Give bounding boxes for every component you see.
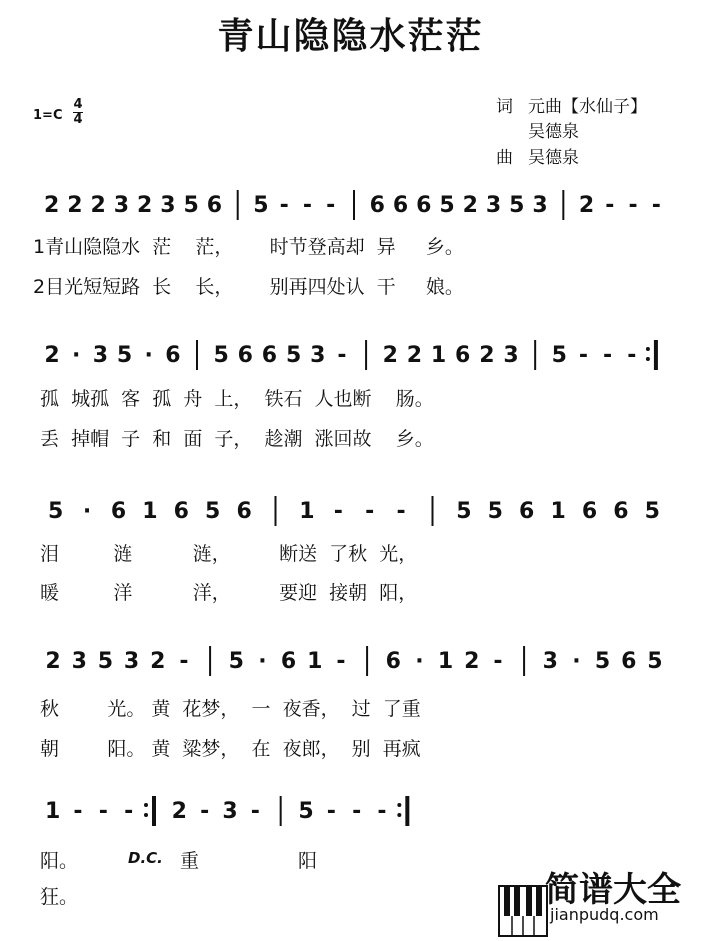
note: 2 <box>406 343 423 368</box>
note: 2 <box>171 799 187 824</box>
note-dash: - <box>628 193 638 218</box>
lyricist-name: 元曲【水仙子】 <box>528 97 647 117</box>
row4-lyrics1: 秋 光。 黄 花梦， 一 夜香， 过 了重 <box>40 698 421 720</box>
note-dash: - <box>603 343 613 368</box>
dc-lyric-2: 阳 <box>298 850 318 872</box>
lyricist-label: 词 <box>496 97 513 117</box>
note: 6 <box>455 343 471 368</box>
repeat-dot <box>397 813 401 817</box>
note-dash: - <box>302 193 313 218</box>
note: 5 <box>487 499 503 524</box>
note: 5 <box>456 499 472 524</box>
note: 6 <box>581 499 598 524</box>
lyricist-name-2: 吴德泉 <box>528 122 579 142</box>
time-sig-top: 4 <box>73 97 83 112</box>
note: 2 <box>150 649 166 674</box>
note: 6 <box>519 499 535 524</box>
augmentation-dot: · <box>144 343 153 368</box>
repeat-dot <box>397 803 401 807</box>
note: 5 <box>48 499 64 524</box>
note: 5 <box>116 343 133 368</box>
note: 1 <box>142 499 158 524</box>
note: 2 <box>578 193 595 218</box>
note: 3 <box>310 343 326 368</box>
logo-name: 简谱大全 <box>545 870 681 910</box>
note: 2 <box>45 649 61 674</box>
note: 3 <box>222 799 238 824</box>
note: 5 <box>594 649 611 674</box>
note-dash: - <box>578 343 589 368</box>
note-dash: - <box>337 343 347 368</box>
repeat-dot <box>144 813 148 817</box>
note: 1 <box>299 499 315 524</box>
row2-lyrics1: 孤 城孤 客 孤 舟 上， 铁石 人也断 肠。 <box>40 388 434 410</box>
note-dash: - <box>493 649 503 674</box>
note: 5 <box>285 343 302 368</box>
row5-lyrics1: 阳。 <box>40 850 79 872</box>
note-dash: - <box>326 799 336 824</box>
time-sig-bottom: 4 <box>73 112 83 127</box>
note: 6 <box>236 499 252 524</box>
note: 6 <box>261 343 278 368</box>
note-dash: - <box>336 649 346 674</box>
note: 2 <box>44 343 60 368</box>
row1-lyrics2: 2目光短短路 长 长， 别再四处认 干 娘。 <box>33 276 464 298</box>
note-dash: - <box>250 799 260 824</box>
augmentation-dot: · <box>72 343 81 368</box>
note-dash: - <box>365 499 375 524</box>
note: 6 <box>165 343 181 368</box>
note: 6 <box>416 193 432 218</box>
repeat-dot <box>144 803 148 807</box>
augmentation-dot: · <box>82 499 92 524</box>
note-dash: - <box>396 499 406 524</box>
note: 3 <box>503 343 519 368</box>
note-dash: - <box>651 193 661 218</box>
row2-lyrics2: 丢 掉帽 子 和 面 子， 趁潮 涨回故 乡。 <box>40 428 434 450</box>
note: 3 <box>542 649 558 674</box>
note: 2 <box>479 343 495 368</box>
key-signature: 1=C <box>33 108 63 123</box>
note: 5 <box>509 193 525 218</box>
note: 5 <box>439 193 455 218</box>
note: 6 <box>613 499 629 524</box>
repeat-dot <box>646 357 650 361</box>
dc-marking: D.C. <box>128 849 163 867</box>
logo-url: jianpudq.com <box>550 905 659 924</box>
note: 6 <box>369 193 385 218</box>
augmentation-dot: · <box>572 649 581 674</box>
note-dash: - <box>326 193 336 218</box>
note: 1 <box>437 649 454 674</box>
note: 3 <box>123 649 140 674</box>
note: 5 <box>253 193 269 218</box>
note: 2 <box>462 193 478 218</box>
row3-lyrics1: 泪 涟 涟， 断送 了秋 光， <box>40 543 418 565</box>
composer-name: 吴德泉 <box>528 148 579 168</box>
note-dash: - <box>124 799 134 824</box>
note: 1 <box>307 649 323 674</box>
note: 3 <box>113 193 130 218</box>
note: 1 <box>430 343 447 368</box>
note-dash: - <box>73 799 83 824</box>
note: 2 <box>90 193 106 218</box>
note: 5 <box>298 799 314 824</box>
note: 5 <box>97 649 114 674</box>
note-dash: - <box>333 499 343 524</box>
note: 6 <box>237 343 253 368</box>
row5-lyrics2: 狂。 <box>40 886 79 908</box>
dc-lyric-1: 重 <box>180 850 200 872</box>
page-title: 青山隐隐水茫茫 <box>217 16 484 57</box>
note: 3 <box>92 343 109 368</box>
note-dash: - <box>627 343 637 368</box>
note: 5 <box>647 649 663 674</box>
note-dash: - <box>98 799 108 824</box>
note: 5 <box>183 193 199 218</box>
note: 3 <box>532 193 548 218</box>
note: 1 <box>550 499 566 524</box>
note: 6 <box>621 649 637 674</box>
note: 6 <box>385 649 401 674</box>
row4-lyrics2: 朝 阳。 黄 粱梦， 在 夜郎， 别 再疯 <box>40 738 421 760</box>
note: 6 <box>280 649 297 674</box>
note: 2 <box>382 343 398 368</box>
note: 6 <box>206 193 223 218</box>
note: 3 <box>485 193 502 218</box>
augmentation-dot: · <box>415 649 424 674</box>
note: 5 <box>213 343 229 368</box>
note-dash: - <box>200 799 210 824</box>
note: 5 <box>205 499 221 524</box>
note: 6 <box>110 499 127 524</box>
note-dash: - <box>377 799 387 824</box>
note: 6 <box>173 499 189 524</box>
augmentation-dot: · <box>258 649 267 674</box>
repeat-dot <box>646 347 650 351</box>
composer-label: 曲 <box>496 148 513 168</box>
note-dash: - <box>279 193 289 218</box>
note: 6 <box>392 193 409 218</box>
time-signature <box>73 99 83 126</box>
note: 5 <box>644 499 660 524</box>
row1-lyrics1: 1青山隐隐水 茫 茫， 时节登高却 异 乡。 <box>33 236 464 258</box>
note: 2 <box>67 193 83 218</box>
row3-lyrics2: 暖 洋 洋， 要迎 接朝 阳， <box>40 582 418 604</box>
note-dash: - <box>605 193 615 218</box>
note: 2 <box>464 649 480 674</box>
note: 3 <box>160 193 176 218</box>
note: 1 <box>45 799 61 824</box>
note: 5 <box>228 649 244 674</box>
piano-logo-icon <box>488 866 538 918</box>
note-dash: - <box>179 649 189 674</box>
note: 2 <box>43 193 60 218</box>
note: 5 <box>551 343 567 368</box>
note-dash: - <box>352 799 362 824</box>
note: 2 <box>137 193 153 218</box>
note: 3 <box>71 649 87 674</box>
